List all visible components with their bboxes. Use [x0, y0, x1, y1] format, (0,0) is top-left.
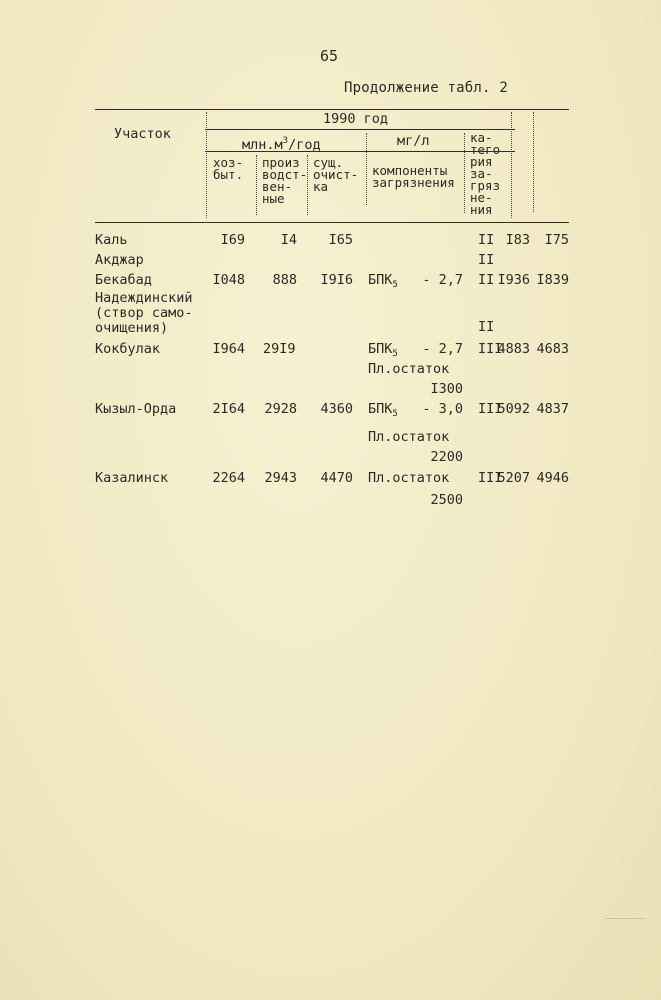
- table-caption: Продолжение табл. 2: [344, 80, 508, 96]
- row-name: Казалинск: [95, 470, 169, 486]
- cell-pollutant: $БПК_5$: [368, 401, 398, 419]
- header-concentration-unit: мг/л: [397, 133, 430, 149]
- cell-hozbyt: I964: [212, 341, 245, 357]
- cell-pollutant-value: 2200: [430, 449, 463, 465]
- header-volume-unit: [242, 135, 321, 151]
- cell-hozbyt: I048: [212, 272, 245, 288]
- cell-ochist: 4470: [320, 470, 353, 486]
- header-bottom-rule: [95, 222, 569, 223]
- cell-value-2: I75: [544, 232, 569, 248]
- cell-value-2: 4946: [536, 470, 569, 486]
- cell-pollutant: $БПК_5$: [368, 272, 398, 290]
- cell-category: III: [478, 341, 503, 357]
- header-year: 1990 год: [323, 111, 389, 127]
- row-name: Кокбулак: [95, 341, 161, 357]
- row-name: Бекабад: [95, 272, 152, 288]
- cell-category: III: [478, 401, 503, 417]
- cell-pollutant-value: - 3,0: [422, 401, 463, 417]
- column-separator: [206, 112, 207, 218]
- cell-pollutant: Пл.остаток: [368, 470, 450, 486]
- row-name: Кызыл-Орда: [95, 401, 177, 417]
- cell-proizv: 888: [272, 272, 297, 288]
- column-separator: [533, 112, 534, 212]
- cell-hozbyt: 2I64: [212, 401, 245, 417]
- cell-pollutant-value: - 2,7: [422, 272, 463, 288]
- volume-unit-prefix: млн.м: [242, 137, 283, 153]
- column-separator: [256, 155, 257, 215]
- cell-proizv: 2943: [264, 470, 297, 486]
- cell-value-1: 5207: [497, 470, 530, 486]
- header-hozbyt: хоз- быт.: [213, 155, 244, 182]
- cell-proizv: I4: [280, 232, 297, 248]
- cell-category: II: [478, 272, 495, 288]
- cell-hozbyt: 2264: [212, 470, 245, 486]
- cell-category: III: [478, 470, 503, 486]
- cell-ochist: 4360: [320, 401, 353, 417]
- page-number: 65: [320, 47, 339, 65]
- cell-category: II: [478, 252, 495, 268]
- paper-edge-mark: [605, 918, 645, 919]
- row-name: Каль: [95, 232, 128, 248]
- cell-pollutant: Пл.остаток: [368, 361, 450, 377]
- table-top-rule: [95, 109, 569, 110]
- cell-pollutant-value: - 2,7: [422, 341, 463, 357]
- volume-unit-sup: 3: [282, 136, 289, 146]
- column-separator: [366, 133, 367, 205]
- cell-proizv: 29I9: [263, 341, 296, 357]
- cell-pollutant: Пл.остаток: [368, 429, 450, 445]
- header-proizv: произ водст- вен- ные: [262, 155, 308, 206]
- cell-ochist: I65: [328, 232, 353, 248]
- cell-category: II: [478, 232, 495, 248]
- cell-pollutant-value: 2500: [430, 492, 463, 508]
- column-separator: [464, 133, 465, 213]
- cell-value-2: 4683: [536, 341, 569, 357]
- column-separator: [511, 112, 512, 218]
- cell-proizv: 2928: [264, 401, 297, 417]
- row-name-line: очищения): [95, 320, 169, 336]
- volume-unit-suffix: /год: [288, 137, 321, 153]
- cell-value-2: 4837: [536, 401, 569, 417]
- header-pollutants: компоненты загрязнения: [372, 163, 455, 190]
- cell-value-1: I83: [505, 232, 530, 248]
- year-rule: [205, 129, 515, 130]
- cell-value-1: I936: [497, 272, 530, 288]
- cell-ochist: I9I6: [320, 272, 353, 288]
- header-category: ка- тего рия за- гряз не- ния: [470, 130, 501, 217]
- row-name-line: (створ само-: [95, 305, 193, 321]
- cell-value-1: 5092: [497, 401, 530, 417]
- row-name: Акджар: [95, 252, 144, 268]
- header-ochist: сущ. очист- ка: [313, 155, 359, 194]
- cell-value-2: I839: [536, 272, 569, 288]
- cell-pollutant-value: I300: [430, 381, 463, 397]
- cell-pollutant: $БПК_5$: [368, 341, 398, 359]
- cell-hozbyt: I69: [220, 232, 245, 248]
- row-name: Надеждинский: [95, 290, 193, 306]
- cell-value-1: 4883: [497, 341, 530, 357]
- cell-category: II: [478, 319, 495, 335]
- header-section: Участок: [114, 126, 171, 142]
